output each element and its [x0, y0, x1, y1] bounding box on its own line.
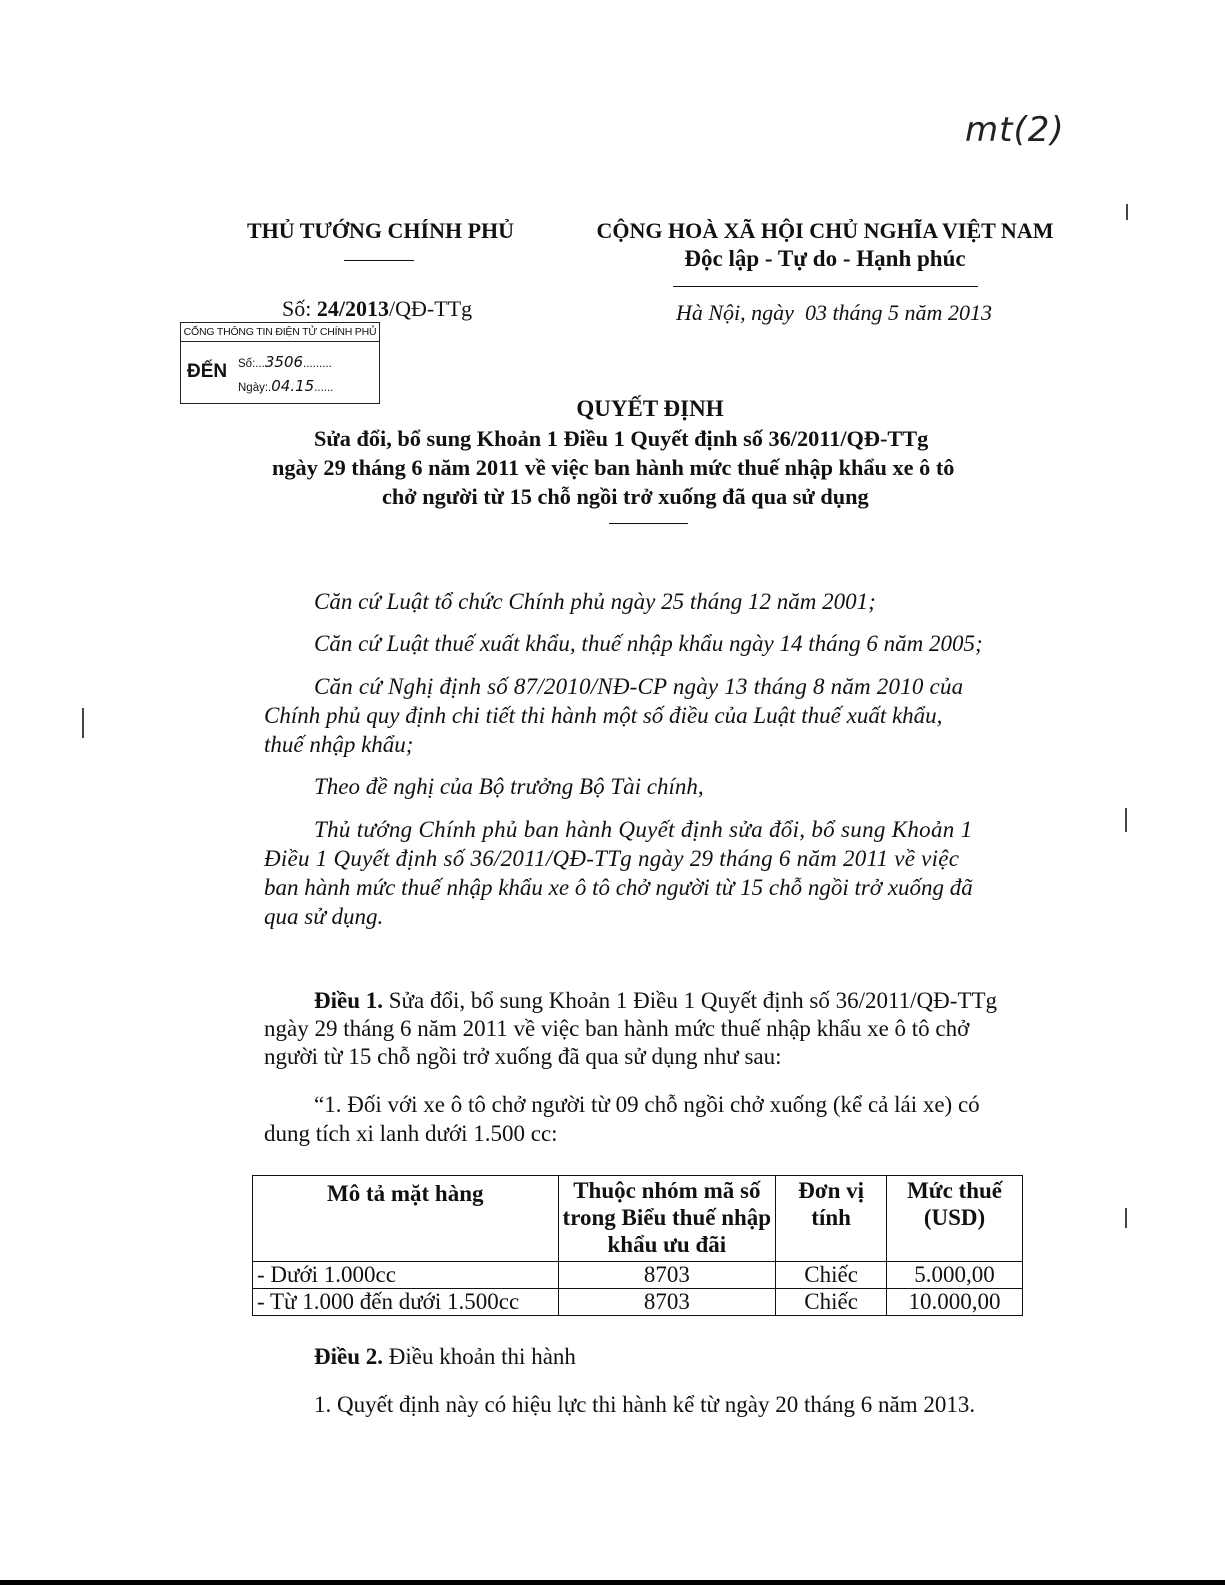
country-heading: CỘNG HOÀ XÃ HỘI CHỦ NGHĨA VIỆT NAM — [596, 218, 1054, 243]
cell-hs-code: 8703 — [558, 1262, 776, 1289]
cell-tax-rate: 10.000,00 — [887, 1289, 1023, 1316]
decree-basis-line-2: Chính phủ quy định chi tiết thi hành một số điều của Luật thuế xuất khẩu, — [264, 703, 943, 728]
header-tax-rate: Mức thuế (USD) — [887, 1176, 1023, 1262]
article2-text: Điều khoản thi hành — [383, 1344, 576, 1369]
stamp-number-label: Số: — [238, 358, 256, 370]
table-row — [253, 1262, 1023, 1289]
decree-basis-line-3: thuế nhập khẩu; — [264, 732, 414, 757]
issuer-underline — [344, 260, 414, 261]
place-and-date: Hà Nội, ngày 03 tháng 5 năm 2013 — [676, 300, 992, 325]
proposal-line: Theo đề nghị của Bộ trưởng Bộ Tài chính, — [314, 774, 704, 799]
issuer-heading: THỦ TƯỚNG CHÍNH PHỦ — [246, 218, 515, 243]
preamble-line-1: Căn cứ Luật tổ chức Chính phủ ngày 25 tháng 12 năm 2001; — [314, 589, 876, 614]
enactment-line-1: Thủ tướng Chính phủ ban hành Quyết định sửa đổi, bổ sung Khoản 1 — [314, 817, 973, 842]
stamp-number-value: 3506 — [264, 353, 304, 371]
motto-underline — [673, 286, 978, 287]
header-unit: Đơn vị tính — [776, 1176, 887, 1262]
receipt-stamp — [180, 322, 380, 404]
article1-line-3: người từ 15 chỗ ngồi trở xuống đã qua sử dụng như sau: — [264, 1044, 782, 1069]
scan-mark-right-mid — [1125, 1208, 1127, 1228]
article2-label: Điều 2. — [314, 1344, 383, 1369]
article2-heading — [314, 1342, 576, 1371]
decision-subtitle-line1: Sửa đổi, bổ sung Khoản 1 Điều 1 Quyết định số 36/2011/QĐ-TTg — [314, 426, 929, 451]
enactment-line-2: Điều 1 Quyết định số 36/2011/QĐ-TTg ngày 29 tháng 6 năm 2011 về việc — [264, 846, 960, 871]
article2-item-1: 1. Quyết định này có hiệu lực thi hành kể từ ngày 20 tháng 6 năm 2013. — [314, 1392, 976, 1417]
article1-text: Sửa đổi, bổ sung Khoản 1 Điều 1 Quyết định số 36/2011/QĐ-TTg — [383, 988, 998, 1013]
document-number-main: 24/2013 — [316, 296, 389, 321]
decision-heading: QUYẾT ĐỊNH — [576, 396, 724, 421]
article1-label: Điều 1. — [314, 988, 383, 1013]
enactment-line-3: ban hành mức thuế nhập khẩu xe ô tô chở người từ 15 chỗ ngồi trở xuống đã — [264, 875, 973, 900]
cell-unit: Chiếc — [776, 1262, 887, 1289]
document-number-prefix: Số: — [282, 296, 317, 321]
table-header-row — [253, 1176, 1023, 1262]
header-description: Mô tả mặt hàng — [253, 1176, 559, 1262]
enactment-line-4: qua sử dụng. — [264, 904, 384, 929]
title-underline — [609, 523, 688, 524]
cell-tax-rate: 5.000,00 — [887, 1262, 1023, 1289]
cell-description: - Dưới 1.000cc — [253, 1262, 559, 1289]
handwritten-note: mt(2) — [965, 110, 1065, 150]
header-hs-code: Thuộc nhóm mã số trong Biểu thuế nhập khẩu ưu đãi — [558, 1176, 776, 1262]
stamp-den-label: ĐẾN — [187, 361, 228, 382]
cell-unit: Chiếc — [776, 1289, 887, 1316]
scan-mark-left — [82, 708, 84, 738]
stamp-number-line: Số:...3506......... — [238, 353, 332, 371]
stamp-date-value: 04.15 — [271, 377, 315, 395]
scan-mark-right — [1125, 808, 1127, 832]
cell-hs-code: 8703 — [558, 1289, 776, 1316]
document-number-suffix: /QĐ-TTg — [388, 296, 473, 321]
stamp-date-label: Ngày: — [238, 382, 269, 394]
stamp-date-line: Ngày:.04.15...... — [238, 377, 334, 395]
stamp-title: CỔNG THÔNG TIN ĐIỆN TỬ CHÍNH PHỦ — [181, 323, 379, 342]
decision-subtitle-line3: chở người từ 15 chỗ ngồi trở xuống đã qua sử dụng — [382, 484, 869, 509]
clause1-line-2: dung tích xi lanh dưới 1.500 cc: — [264, 1121, 558, 1146]
cell-description: - Từ 1.000 đến dưới 1.500cc — [253, 1289, 559, 1316]
scan-mark-right-top — [1126, 204, 1128, 220]
decree-basis-line-1: Căn cứ Nghị định số 87/2010/NĐ-CP ngày 13 tháng 8 năm 2010 của — [314, 674, 964, 699]
tariff-table — [252, 1175, 1023, 1316]
scan-edge-bottom — [0, 1580, 1225, 1585]
preamble-line-2: Căn cứ Luật thuế xuất khẩu, thuế nhập khẩu ngày 14 tháng 6 năm 2005; — [314, 631, 983, 656]
national-motto: Độc lập - Tự do - Hạnh phúc — [684, 246, 966, 271]
article1-line-1 — [314, 986, 997, 1015]
article1-line-2: ngày 29 tháng 6 năm 2011 về việc ban hành mức thuế nhập khẩu xe ô tô chở — [264, 1016, 970, 1041]
clause1-line-1: “1. Đối với xe ô tô chở người từ 09 chỗ ngồi chở xuống (kể cả lái xe) có — [314, 1092, 980, 1117]
decision-subtitle-line2: ngày 29 tháng 6 năm 2011 về việc ban hành mức thuế nhập khẩu xe ô tô — [272, 455, 955, 480]
document-number — [282, 296, 472, 322]
table-row — [253, 1289, 1023, 1316]
